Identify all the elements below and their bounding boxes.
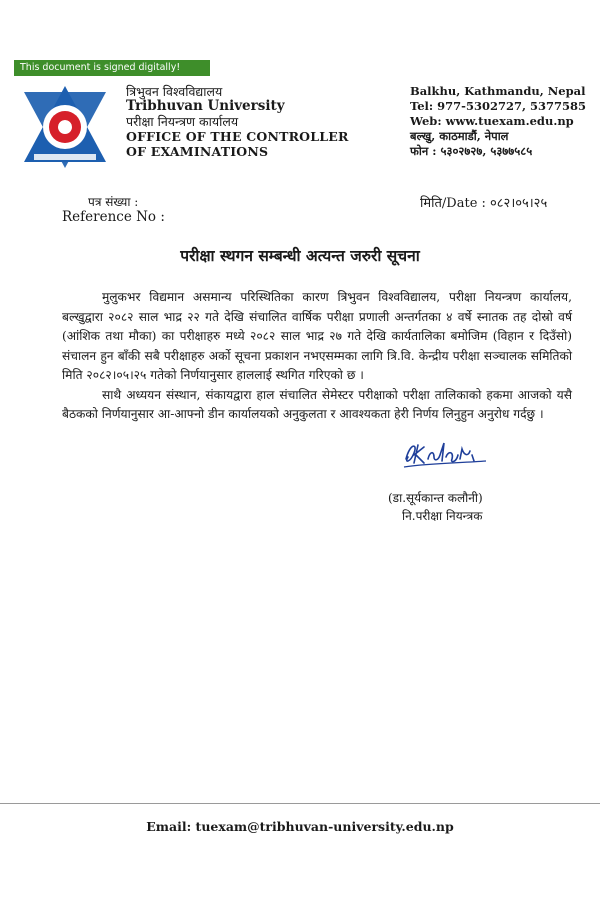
footer-email: Email: tuexam@tribhuvan-university.edu.np	[146, 819, 454, 834]
office-name-en-line1: OFFICE OF THE CONTROLLER	[126, 129, 349, 144]
contact-info	[410, 84, 586, 159]
notice-title: परीक्षा स्थगन सम्बन्धी अत्यन्त जरुरी सूचना	[180, 246, 420, 265]
office-name-np: परीक्षा नियन्त्रण कार्यालय	[126, 114, 239, 129]
notice-paragraph-1: मुलुकभर विद्यमान असमान्य परिस्थितिका कारण त्रिभुवन विश्वविद्यालय, परीक्षा नियन्त्रण कार्यालय, बल्खुद्वारा २०८२ साल भाद्र २२ गते देखि संचालित वार्षिक परीक्षा प्रणाली अन्तर्गतका ४ वर्षे स्नातक तह दोस्रो वर्ष (आंशिक तथा मौका) का परीक्षाहरु मध्ये २०८२ साल भाद्र २७ गते देखि कार्यतालिका बमोजिम (विहान र दिउँसो) संचालन हुन बाँकी सबै परीक्षाहरु अर्को सूचना प्रकाशन नभएसम्मका लागि त्रि.वि. केन्द्रीय परीक्षा सञ्चालक समितिको मिति २०८२।०५।२५ गतेको निर्णयानुसार हाललाई स्थगित गरिएको छ ।	[62, 290, 572, 382]
signatory-title: नि.परीक्षा नियन्त्रक	[402, 509, 483, 523]
signatory-name: (डा.सूर्यकान्त कलौनी)	[388, 491, 483, 505]
notice-paragraph-2: साथै अध्ययन संस्थान, संकायद्वारा हाल संचालित सेमेस्टर परीक्षाको परीक्षा तालिकाको हकमा आजको यसै बैठकको निर्णयानुसार आ-आफ्नो डीन कार्यालयको अनुकुलता र आवश्यकता हेरी निर्णय लिनुहुन अनुरोध गर्दछु ।	[62, 387, 572, 421]
university-header	[126, 84, 349, 159]
address-np: बल्खु, काठमाडौं, नेपाल	[410, 129, 509, 143]
notice-body	[62, 288, 572, 425]
reference-no-label: Reference No :	[62, 209, 165, 225]
website: Web: www.tuexam.edu.np	[410, 114, 574, 128]
footer-divider	[0, 803, 600, 804]
university-name-np: त्रिभुवन विश्वविद्यालय	[126, 84, 223, 99]
university-name-en: Tribhuvan University	[126, 98, 285, 114]
document-date: मिति/Date : ०८२।०५।२५	[420, 196, 548, 211]
address-en: Balkhu, Kathmandu, Nepal	[410, 84, 586, 98]
telephone: Tel: 977-5302727, 5377585	[410, 99, 586, 113]
tribhuvan-university-logo	[22, 84, 108, 170]
handwritten-signature	[400, 437, 490, 471]
patra-sankhya-label: पत्र संख्या :	[88, 195, 139, 209]
office-name-en-line2: OF EXAMINATIONS	[126, 144, 269, 159]
digital-signature-banner: This document is signed digitally!	[14, 60, 210, 76]
phone-np: फोन : ५३०२७२७, ५३७७५८५	[410, 144, 533, 158]
